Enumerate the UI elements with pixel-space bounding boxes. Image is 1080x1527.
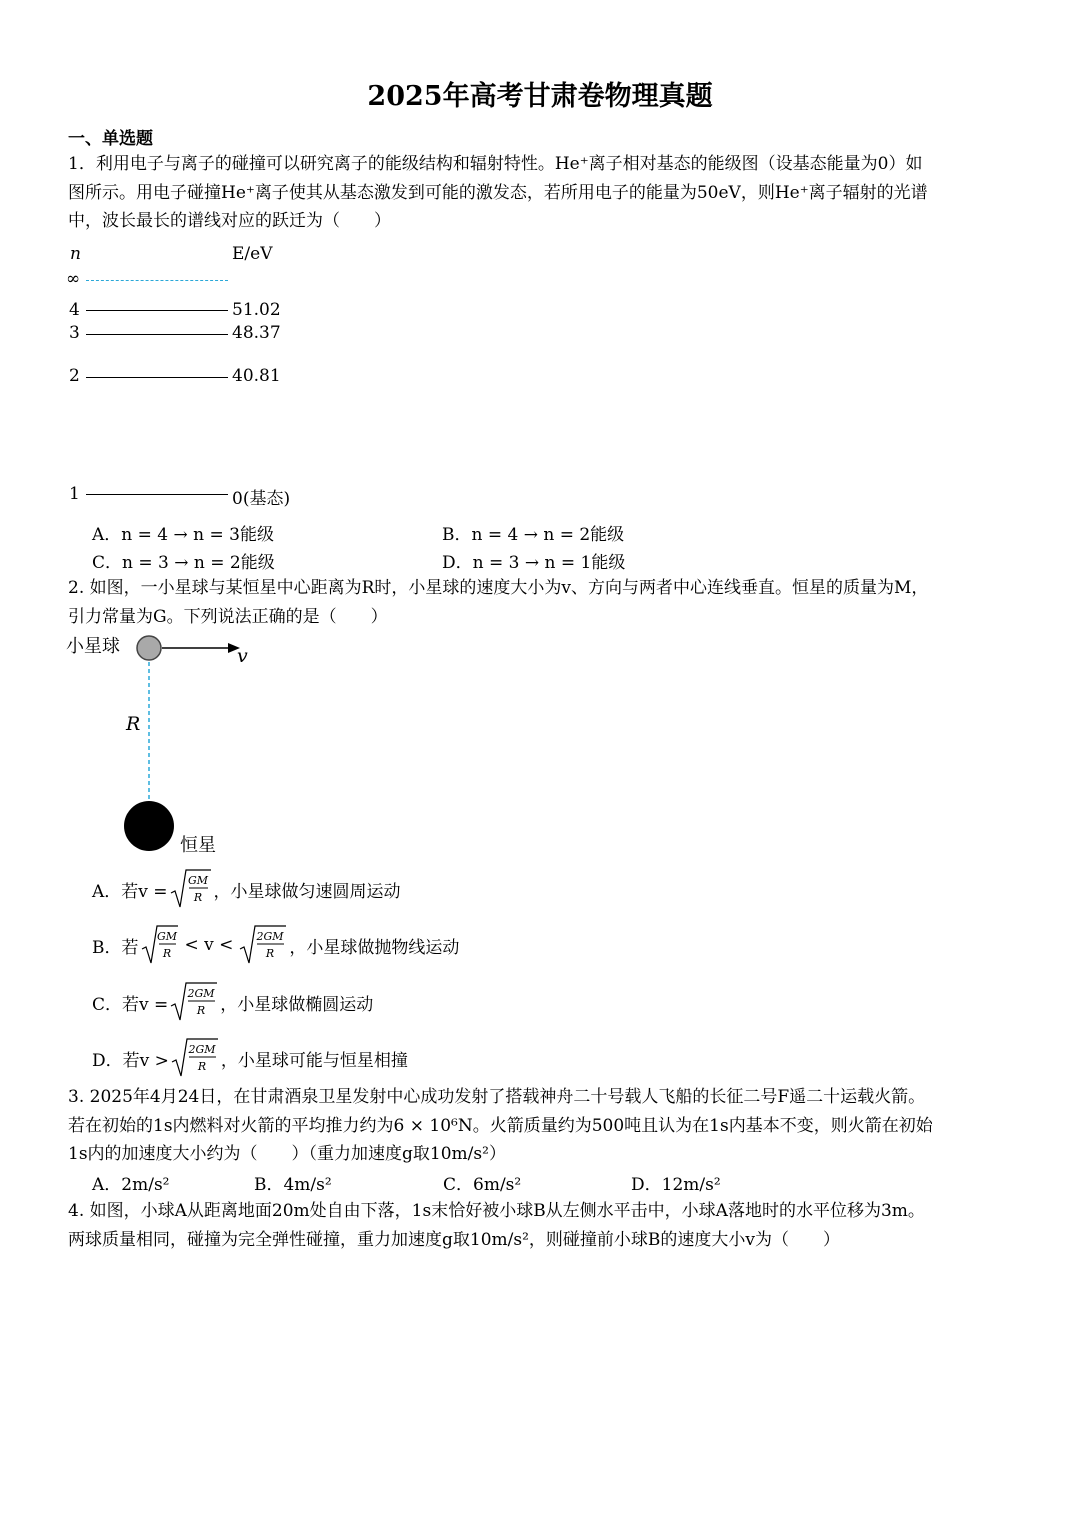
q2-d-suffix: ，小星球可能与恒星相撞 <box>220 1050 408 1071</box>
q2-option-d <box>92 1035 408 1081</box>
level-n-3: 3 <box>69 323 80 343</box>
sqrt-gm-over-r <box>170 867 212 911</box>
q3-line-2: 若在初始的1s内燃料对火箭的平均推力约为6 × 10⁶N。火箭质量约为500吨且认为在1s内基本不变，则火箭在初始 <box>68 1115 933 1136</box>
q4-line-1: 4. 如图，小球A从距离地面20m处自由下落，1s末恰好被小球B从左侧水平击中，小球A落地时的水平位移为3m。 <box>68 1201 925 1221</box>
q3-option-a: A．2m/s² <box>92 1175 170 1195</box>
q2-option-b <box>92 922 459 968</box>
q1-line-2: 图所示。用电子碰撞He⁺离子使其从基态激发到可能的激发态，若所用电子的能量为50eV，则He⁺离子辐射的光谱 <box>68 182 928 203</box>
sqrt-2gm-over-r <box>171 1036 219 1080</box>
star-circle <box>124 801 174 851</box>
sqrt-denominator: R <box>266 947 275 960</box>
question-3-text <box>68 1083 1018 1169</box>
velocity-label: v <box>237 645 248 667</box>
level-line-1 <box>86 494 228 495</box>
level-energy-2: 40.81 <box>232 366 281 386</box>
q3-option-c: C．6m/s² <box>443 1175 522 1195</box>
sqrt-gm-over-r <box>141 923 179 967</box>
sqrt-denominator: R <box>197 1060 207 1073</box>
sqrt-numerator: GM <box>156 930 177 943</box>
sqrt-numerator: 2GM <box>187 987 215 1000</box>
level-n-4: 4 <box>69 300 80 320</box>
n-axis-label: n <box>70 244 81 264</box>
question-1-text <box>68 150 1018 236</box>
planet-label: 小星球 <box>66 636 120 657</box>
sqrt-denominator: R <box>162 947 171 960</box>
sqrt-2gm-over-r <box>170 980 218 1024</box>
level-energy-4: 51.02 <box>232 300 281 320</box>
q1-line-1: 1．利用电子与离子的碰撞可以研究离子的能级结构和辐射特性。He⁺离子相对基态的能级图（设基态能量为0）如 <box>68 154 923 174</box>
q2-option-c <box>92 979 373 1025</box>
q3-option-b: B．4m/s² <box>254 1175 332 1195</box>
sqrt-denominator: R <box>193 891 202 904</box>
q1-option-c: C．n = 3 → n = 2能级 <box>92 553 275 573</box>
sqrt-2gm-over-r <box>239 923 287 967</box>
sqrt-numerator: GM <box>187 874 208 887</box>
planet-circle <box>137 636 161 660</box>
star-label: 恒星 <box>180 835 216 856</box>
infinity-label: ∞ <box>66 269 81 289</box>
q1-line-3: 中，波长最长的谱线对应的跃迁为（ ） <box>68 211 391 231</box>
q4-line-2: 两球质量相同，碰撞为完全弹性碰撞，重力加速度g取10m/s²，则碰撞前小球B的速度大小v为（ ） <box>68 1229 840 1250</box>
q2-c-prefix: C．若v = <box>92 994 169 1015</box>
sqrt-numerator: 2GM <box>188 1043 216 1056</box>
q3-option-d: D．12m/s² <box>631 1175 721 1195</box>
page-title: 2025年高考甘肃卷物理真题 <box>367 81 713 112</box>
q2-d-prefix: D．若v > <box>92 1050 169 1071</box>
q3-line-3: 1s内的加速度大小约为（ ）（重力加速度g取10m/s²） <box>68 1144 506 1164</box>
q2-line-1: 2. 如图，一小星球与某恒星中心距离为R时，小星球的速度大小为v、方向与两者中心连线垂直。恒星的质量为M， <box>68 578 929 598</box>
ionization-dashed-line <box>86 280 228 281</box>
q1-option-b: B．n = 4 → n = 2能级 <box>442 525 625 545</box>
section-heading: 一、单选题 <box>68 129 153 149</box>
question-2-text <box>68 574 1018 631</box>
q1-option-d: D．n = 3 → n = 1能级 <box>442 553 626 573</box>
level-energy-3: 48.37 <box>232 323 281 343</box>
q2-option-a <box>92 866 401 912</box>
level-line-2 <box>86 377 228 378</box>
distance-label: R <box>126 713 141 735</box>
q1-option-a: A．n = 4 → n = 3能级 <box>92 525 274 545</box>
q3-line-1: 3. 2025年4月24日，在甘肃酒泉卫星发射中心成功发射了搭载神舟二十号载人飞船的长征二号F遥二十运载火箭。 <box>68 1087 926 1107</box>
q2-line-2: 引力常量为G。下列说法正确的是（ ） <box>68 606 388 627</box>
q2-b-mid: < v < <box>184 935 234 955</box>
energy-axis-label: E/eV <box>232 244 273 264</box>
sqrt-denominator: R <box>197 1004 206 1017</box>
q2-b-suffix: ，小星球做抛物线运动 <box>289 937 460 958</box>
level-line-4 <box>86 310 228 311</box>
q2-b-prefix: B．若 <box>92 937 139 958</box>
q2-c-suffix: ，小星球做椭圆运动 <box>220 994 374 1015</box>
q2-a-prefix: A．若v = <box>92 881 168 902</box>
q2-a-suffix: ，小星球做匀速圆周运动 <box>213 881 401 902</box>
level-n-1: 1 <box>69 484 80 504</box>
level-energy-1: 0(基态) <box>232 489 291 509</box>
sqrt-numerator: 2GM <box>256 930 284 943</box>
level-n-2: 2 <box>69 366 80 386</box>
level-line-3 <box>86 334 228 335</box>
question-4-text <box>68 1197 1018 1254</box>
